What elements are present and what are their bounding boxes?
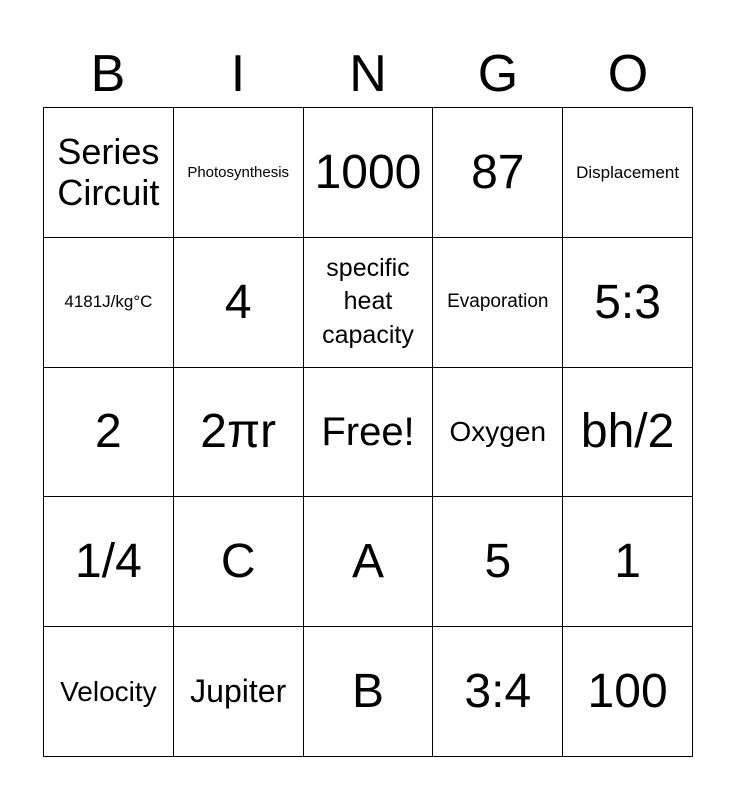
- bingo-cell[interactable]: 87: [433, 108, 563, 238]
- header-letter-i: I: [230, 45, 246, 103]
- free-space[interactable]: Free!: [304, 368, 434, 498]
- bingo-cell[interactable]: 100: [563, 627, 693, 757]
- bingo-cell[interactable]: B: [304, 627, 434, 757]
- header-letter-o: O: [607, 45, 649, 103]
- bingo-cell[interactable]: Photosynthesis: [174, 108, 304, 238]
- bingo-cell[interactable]: Velocity: [44, 627, 174, 757]
- bingo-board: [43, 107, 693, 757]
- bingo-cell[interactable]: 1/4: [44, 497, 174, 627]
- bingo-cell[interactable]: 2πr: [174, 368, 304, 498]
- bingo-cell[interactable]: 2: [44, 368, 174, 498]
- bingo-cell[interactable]: 5: [433, 497, 563, 627]
- bingo-cell[interactable]: 4: [174, 238, 304, 368]
- bingo-cell[interactable]: 1: [563, 497, 693, 627]
- header-letter-g: G: [477, 45, 519, 103]
- bingo-header: [43, 42, 693, 106]
- bingo-cell[interactable]: Series Circuit: [44, 108, 174, 238]
- bingo-cell[interactable]: 3:4: [433, 627, 563, 757]
- bingo-cell[interactable]: Jupiter: [174, 627, 304, 757]
- bingo-cell[interactable]: bh/2: [563, 368, 693, 498]
- bingo-cell[interactable]: 1000: [304, 108, 434, 238]
- header-letter-n: N: [349, 45, 387, 103]
- header-letter-b: B: [90, 45, 126, 103]
- bingo-cell[interactable]: 5:3: [563, 238, 693, 368]
- bingo-cell[interactable]: C: [174, 497, 304, 627]
- bingo-cell[interactable]: 4181J/kg°C: [44, 238, 174, 368]
- bingo-cell[interactable]: Evaporation: [433, 238, 563, 368]
- bingo-cell[interactable]: Oxygen: [433, 368, 563, 498]
- bingo-cell[interactable]: specific heat capacity: [304, 238, 434, 368]
- bingo-cell[interactable]: Displacement: [563, 108, 693, 238]
- bingo-cell[interactable]: A: [304, 497, 434, 627]
